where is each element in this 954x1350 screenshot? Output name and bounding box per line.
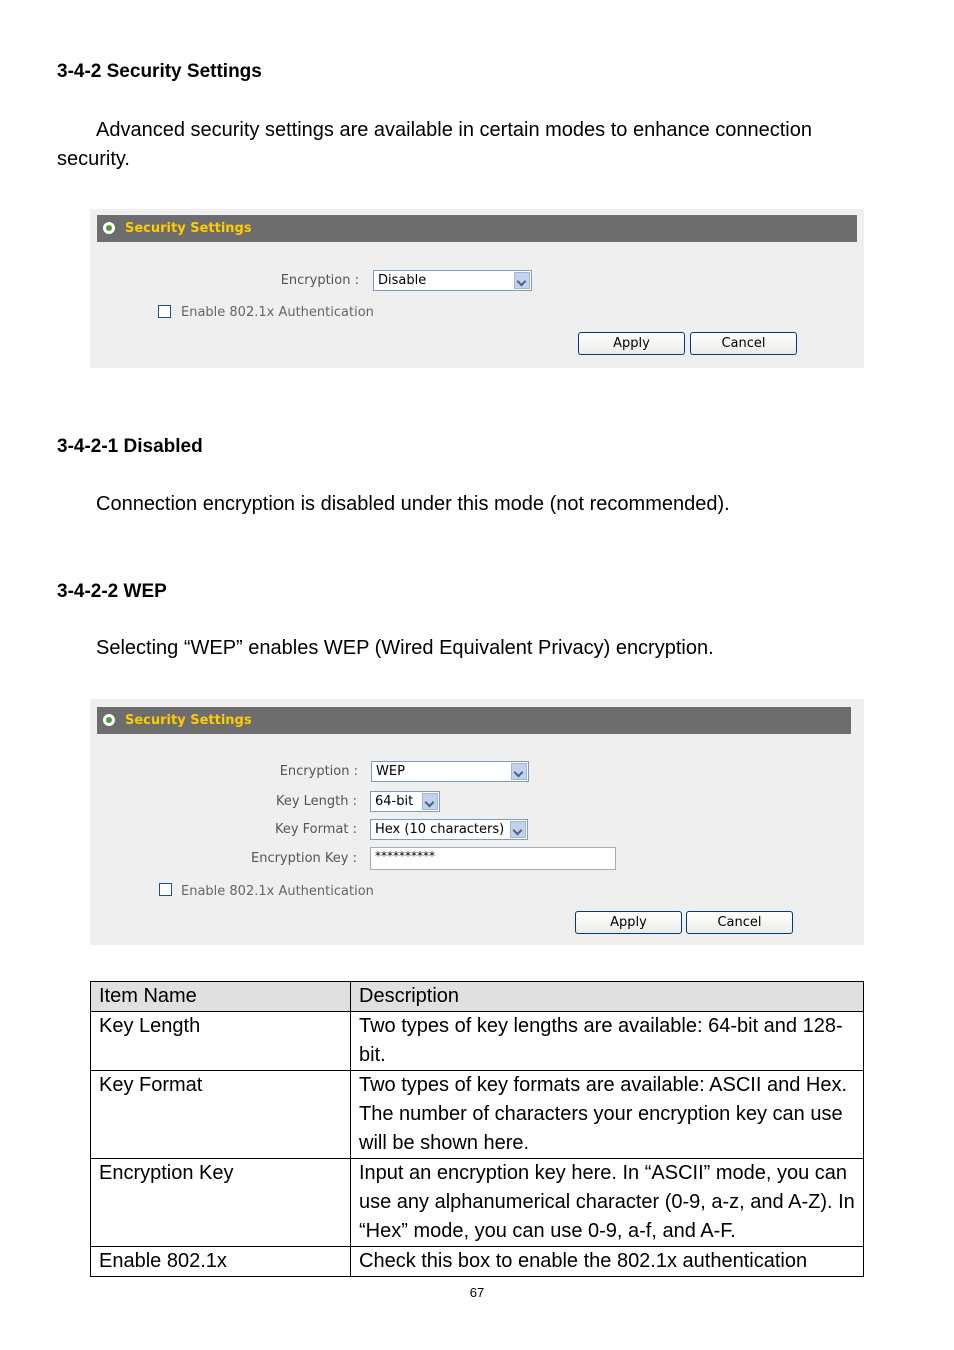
radio-dot-icon xyxy=(103,714,115,726)
table-row xyxy=(91,1159,864,1247)
apply-button[interactable]: Apply xyxy=(578,332,685,355)
table-row xyxy=(91,1012,864,1071)
item-name-cell: Encryption Key xyxy=(91,1159,351,1247)
radio-dot-icon xyxy=(103,222,115,234)
security-settings-panel-wep xyxy=(90,699,864,945)
chevron-down-icon[interactable] xyxy=(511,763,527,780)
encryption-select[interactable] xyxy=(371,761,529,782)
wep-heading: 3-4-2-2 WEP xyxy=(57,581,167,602)
table-row xyxy=(91,1247,864,1277)
apply-button[interactable]: Apply xyxy=(575,911,682,934)
encryption-select-value: WEP xyxy=(376,764,405,779)
intro-paragraph: Advanced security settings are available in certain modes to enhance connection security. xyxy=(57,119,812,170)
security-settings-panel-disabled xyxy=(90,209,864,368)
panel-title-bar xyxy=(97,707,851,734)
item-name-cell: Key Length xyxy=(91,1012,351,1071)
item-name-cell: Key Format xyxy=(91,1071,351,1159)
table-row xyxy=(91,1071,864,1159)
encryption-label: Encryption : xyxy=(280,273,359,288)
chevron-down-icon[interactable] xyxy=(510,821,526,838)
header-description: Description xyxy=(351,982,864,1012)
cancel-button[interactable]: Cancel xyxy=(690,332,797,355)
encryption-select-value: Disable xyxy=(378,273,427,288)
header-item-name: Item Name xyxy=(91,982,351,1012)
key-length-label: Key Length : xyxy=(275,794,357,809)
chevron-down-icon[interactable] xyxy=(422,793,438,810)
key-format-label: Key Format : xyxy=(274,822,357,837)
key-length-select[interactable] xyxy=(370,791,440,812)
description-cell: Input an encryption key here. In “ASCII” mode, you can use any alphanumerical character (0-9, a-z, and A-Z). In “Hex” mode, you can use 0-9, a-f, and A-F. xyxy=(351,1159,864,1247)
encryption-select[interactable] xyxy=(373,270,532,291)
page-number: 67 xyxy=(469,1285,485,1300)
disabled-heading: 3-4-2-1 Disabled xyxy=(57,436,203,457)
table-header-row xyxy=(91,982,864,1012)
description-cell: Two types of key formats are available: ASCII and Hex. The number of characters your encryption key can use will be shown here. xyxy=(351,1071,864,1159)
encryption-key-label: Encryption Key : xyxy=(250,851,357,866)
wep-paragraph: Selecting “WEP” enables WEP (Wired Equivalent Privacy) encryption. xyxy=(96,637,714,659)
encryption-label: Encryption : xyxy=(279,764,358,779)
key-length-select-value: 64-bit xyxy=(375,794,414,809)
disabled-paragraph: Connection encryption is disabled under this mode (not recommended). xyxy=(96,493,730,515)
section-title: 3-4-2 Security Settings xyxy=(57,61,262,82)
key-format-select[interactable] xyxy=(370,819,528,840)
cancel-button[interactable]: Cancel xyxy=(686,911,793,934)
key-format-select-value: Hex (10 characters) xyxy=(375,822,505,837)
enable-8021x-label: Enable 802.1x Authentication xyxy=(181,305,374,320)
enable-8021x-checkbox[interactable] xyxy=(159,883,172,896)
panel-title: Security Settings xyxy=(125,713,252,728)
encryption-key-input[interactable]: ********** xyxy=(370,847,616,870)
chevron-down-icon[interactable] xyxy=(514,272,530,289)
description-cell: Two types of key lengths are available: 64-bit and 128-bit. xyxy=(351,1012,864,1071)
description-table xyxy=(90,981,864,1277)
panel-title: Security Settings xyxy=(125,221,252,236)
enable-8021x-label: Enable 802.1x Authentication xyxy=(181,884,374,899)
description-cell: Check this box to enable the 802.1x authentication xyxy=(351,1247,864,1277)
enable-8021x-checkbox[interactable] xyxy=(158,305,171,318)
panel-title-bar xyxy=(97,215,857,242)
item-name-cell: Enable 802.1x xyxy=(91,1247,351,1277)
